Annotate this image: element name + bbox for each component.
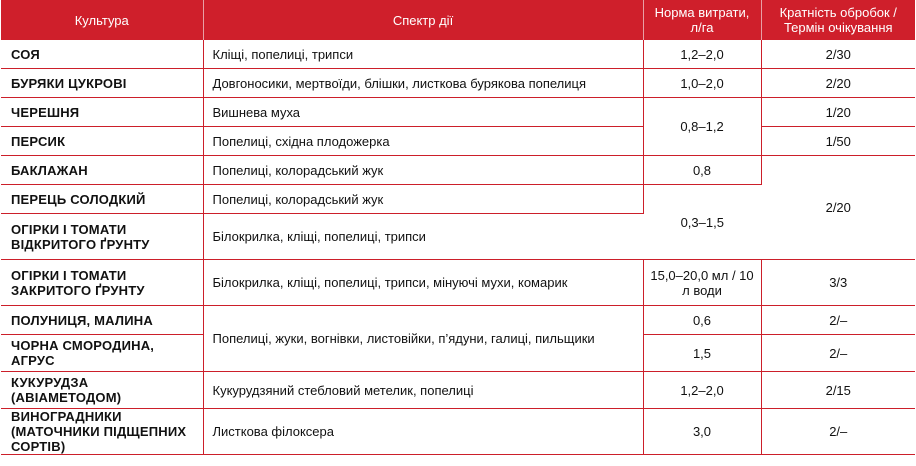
spectrum-cell: Попелиці, жуки, вогнівки, листовійки, п’ядуни, галиці, пильщики: [203, 306, 643, 372]
culture-cell: БУРЯКИ ЦУКРОВІ: [1, 69, 203, 98]
rate-cell: 1,0–2,0: [643, 69, 761, 98]
spectrum-cell: Довгоносики, мертвоїди, блішки, листкова бурякова попелиця: [203, 69, 643, 98]
spectrum-cell: Попелиці, східна плодожерка: [203, 127, 643, 156]
multiplicity-cell: 2/30: [761, 40, 915, 69]
rate-cell: 1,2–2,0: [643, 372, 761, 409]
spectrum-cell: Білокрилка, кліщі, попелиці, трипси: [203, 214, 643, 260]
culture-cell: СОЯ: [1, 40, 203, 69]
header-rate: Норма витрати, л/га: [643, 0, 761, 40]
header-spectrum: Спектр дії: [203, 0, 643, 40]
header-culture: Культура: [1, 0, 203, 40]
spectrum-cell: Кліщі, попелиці, трипси: [203, 40, 643, 69]
culture-cell: ЧОРНА СМОРОДИНА, АГРУС: [1, 335, 203, 372]
multiplicity-cell: 2/–: [761, 335, 915, 372]
multiplicity-cell: 1/20: [761, 98, 915, 127]
multiplicity-cell: 2/15: [761, 372, 915, 409]
spectrum-cell: Листкова філоксера: [203, 409, 643, 455]
spectrum-cell: Вишнева муха: [203, 98, 643, 127]
culture-cell: ПЕРЕЦЬ СОЛОДКИЙ: [1, 185, 203, 214]
table-row: [1, 156, 915, 185]
table-row: [1, 372, 915, 409]
table-row: [1, 260, 915, 306]
rate-cell: 3,0: [643, 409, 761, 455]
table-row: [1, 409, 915, 455]
pesticide-table: [1, 0, 915, 455]
table-row: [1, 306, 915, 335]
culture-cell: ОГІРКИ І ТОМАТИ ВІДКРИТОГО ҐРУНТУ: [1, 214, 203, 260]
multiplicity-cell: 2/–: [761, 409, 915, 455]
multiplicity-cell: 3/3: [761, 260, 915, 306]
multiplicity-cell: 1/50: [761, 127, 915, 156]
culture-cell: ОГІРКИ І ТОМАТИ ЗАКРИТОГО ҐРУНТУ: [1, 260, 203, 306]
table-row: [1, 40, 915, 69]
rate-cell: 1,5: [643, 335, 761, 372]
multiplicity-cell: 2/20: [761, 69, 915, 98]
table-row: [1, 127, 915, 156]
table-header-row: [1, 0, 915, 40]
culture-cell: КУКУРУДЗА (АВІАМЕТОДОМ): [1, 372, 203, 409]
multiplicity-cell: 2/20: [761, 156, 915, 260]
rate-cell: 15,0–20,0 мл / 10 л води: [643, 260, 761, 306]
rate-cell: 0,8–1,2: [643, 98, 761, 156]
table-row: [1, 69, 915, 98]
culture-cell: БАКЛАЖАН: [1, 156, 203, 185]
multiplicity-cell: 2/–: [761, 306, 915, 335]
rate-cell: 0,6: [643, 306, 761, 335]
spectrum-cell: Попелиці, колорадський жук: [203, 185, 643, 214]
culture-cell: ЧЕРЕШНЯ: [1, 98, 203, 127]
header-multiplicity: Кратність обробок / Термін очікування: [761, 0, 915, 40]
culture-cell: ВИНОГРАДНИКИ (МАТОЧНИКИ ПІДЩЕПНИХ СОРТІВ): [1, 409, 203, 455]
spectrum-cell: Білокрилка, кліщі, попелиці, трипси, мінуючі мухи, комарик: [203, 260, 643, 306]
rate-cell: 1,2–2,0: [643, 40, 761, 69]
spectrum-cell: Кукурудзяний стебловий метелик, попелиці: [203, 372, 643, 409]
table-row: [1, 98, 915, 127]
culture-cell: ПЕРСИК: [1, 127, 203, 156]
spectrum-cell: Попелиці, колорадський жук: [203, 156, 643, 185]
rate-cell: 0,8: [643, 156, 761, 185]
rate-cell: 0,3–1,5: [643, 185, 761, 260]
culture-cell: ПОЛУНИЦЯ, МАЛИНА: [1, 306, 203, 335]
